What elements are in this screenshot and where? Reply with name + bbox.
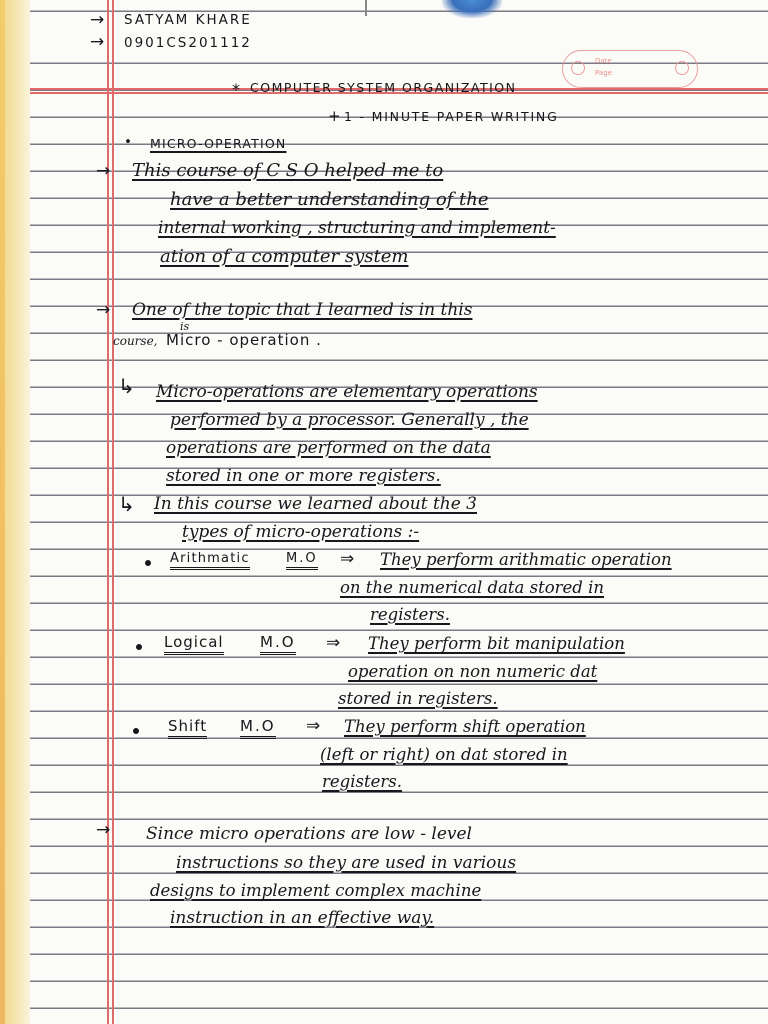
paragraph1-line1: This course of C S O helped me to (132, 160, 444, 181)
conclusion-line3: designs to implement complex machine (150, 881, 482, 900)
paper-subtitle: 1 - MINUTE PAPER WRITING (344, 109, 559, 124)
shift-bullet (133, 728, 139, 734)
shift-desc-line3: registers. (322, 772, 402, 791)
shift-desc-line2: (left or right) on dat stored in (320, 745, 568, 764)
shift-arrow: ⇒ (306, 716, 321, 736)
date-page-stamp (562, 50, 698, 88)
logical-desc-line1: They perform bit manipulation (368, 634, 625, 653)
stamp-circle-right (675, 61, 689, 75)
paragraph2-line2: Micro - operation . (166, 331, 322, 349)
title-star: * (232, 80, 242, 99)
margin-line-left (107, 0, 109, 1024)
margin-line-right (112, 0, 114, 1024)
pen-cap-blot (442, 0, 502, 18)
conclusion-line2: instructions so they are used in various (176, 853, 517, 873)
types-intro-line1: In this course we learned about the 3 (154, 494, 477, 514)
topic-bullet: • (124, 134, 134, 150)
arithmatic-arrow: ⇒ (340, 549, 355, 569)
paragraph2-line1: One of the topic that I learned is in this (132, 300, 473, 320)
logical-desc-line2: operation on non numeric dat (348, 662, 598, 681)
paragraph2-arrow: → (96, 300, 111, 320)
definition-line4: stored in one or more registers. (166, 466, 441, 486)
arithmatic-bullet (145, 560, 151, 566)
types-intro-arrow: ↳ (118, 492, 135, 516)
definition-arrow: ↳ (118, 374, 135, 398)
paragraph1-arrow: → (96, 161, 111, 181)
subtitle-plus: + (328, 107, 343, 125)
arithmatic-desc-line3: registers. (370, 605, 450, 624)
page-mark (365, 0, 367, 16)
stamp-date-label: Date (595, 57, 612, 65)
course-title: COMPUTER SYSTEM ORGANIZATION (250, 80, 517, 95)
paragraph1-line2: have a better understanding of the (170, 189, 489, 210)
author-name-arrow: → (90, 10, 105, 30)
stamp-page-label: Page (595, 69, 612, 77)
author-name: SATYAM KHARE (124, 12, 252, 28)
topic-heading: MICRO-OPERATION (150, 136, 287, 151)
logical-arrow: ⇒ (326, 633, 341, 653)
logical-abbr: M.O (260, 633, 296, 655)
stamp-circle-left (571, 61, 585, 75)
conclusion-arrow: → (96, 820, 111, 840)
page-binding-edge (0, 0, 30, 1024)
paragraph1-line3: internal working , structuring and implement- (158, 218, 556, 238)
paragraph2-insert: is (180, 320, 190, 333)
shift-abbr: M.O (240, 717, 276, 739)
shift-desc-line1: They perform shift operation (344, 717, 586, 736)
arithmatic-desc-line2: on the numerical data stored in (340, 578, 605, 597)
logical-name: Logical (164, 633, 224, 655)
paragraph1-line4: ation of a computer system (160, 246, 409, 267)
arithmatic-abbr: M.O (286, 551, 318, 570)
definition-line3: operations are performed on the data (166, 438, 491, 458)
author-id-arrow: → (90, 32, 105, 52)
logical-desc-line3: stored in registers. (338, 689, 498, 708)
conclusion-line4: instruction in an effective way. (170, 908, 435, 928)
logical-bullet (136, 644, 142, 650)
arithmatic-desc-line1: They perform arithmatic operation (380, 550, 672, 569)
conclusion-line1: Since micro operations are low - level (146, 824, 472, 844)
arithmatic-name: Arithmatic (170, 551, 250, 570)
definition-line2: performed by a processor. Generally , the (170, 410, 529, 430)
shift-name: Shift (168, 717, 207, 739)
author-id: 0901CS201112 (124, 35, 252, 51)
paragraph2-line2-prefix: course, (113, 334, 158, 348)
types-intro-line2: types of micro-operations :- (182, 522, 420, 542)
definition-line1: Micro-operations are elementary operations (156, 382, 538, 402)
